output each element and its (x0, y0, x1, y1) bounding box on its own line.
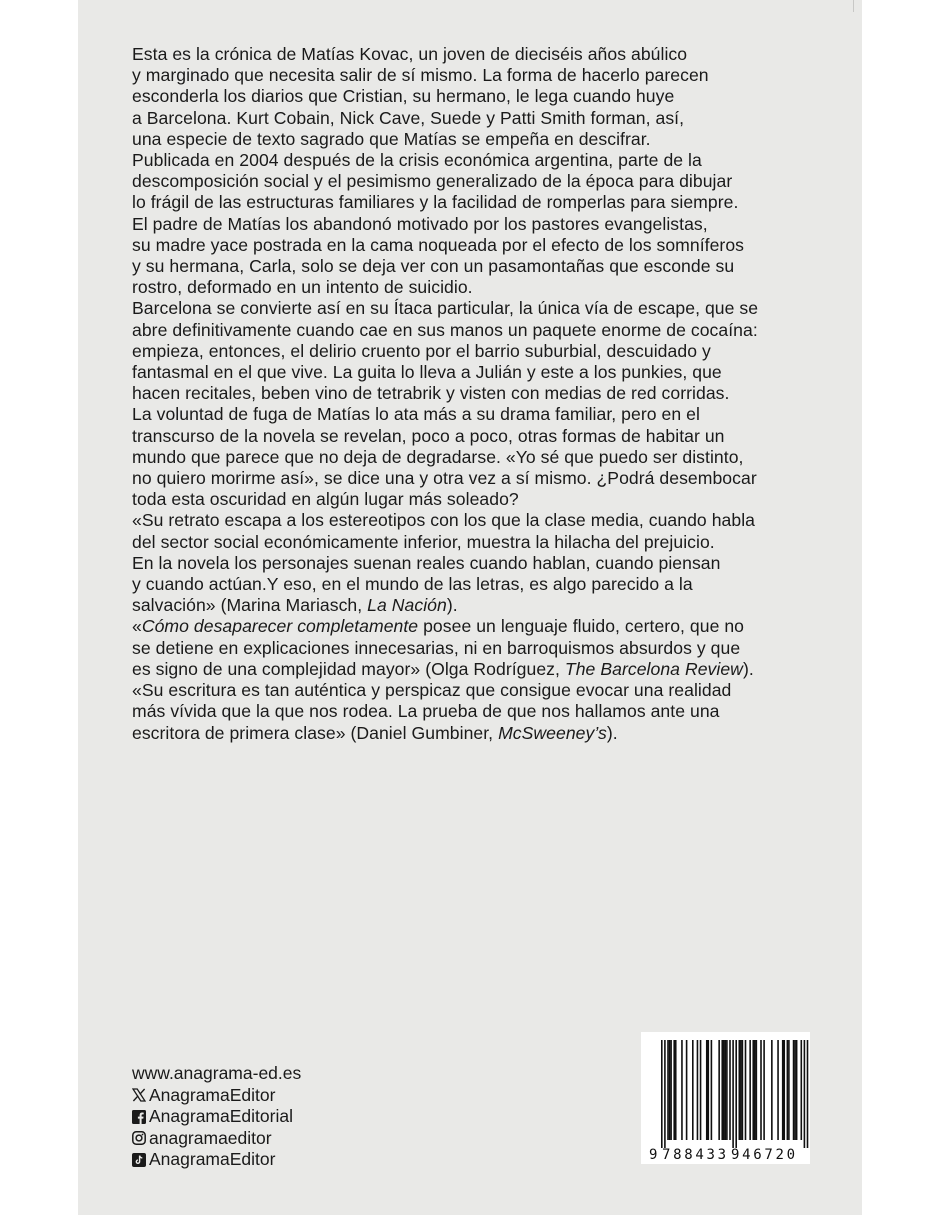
barcode-bar (756, 1040, 758, 1140)
blurb-line: El padre de Matías los abandonó motivado por los pastores evangelistas, (132, 213, 708, 234)
blurb-line: Publicada en 2004 después de la crisis económica argentina, parte de la (132, 150, 702, 171)
barcode-bar (796, 1040, 798, 1140)
blurb-line: una especie de texto sagrado que Matías se empeña en descifrar. (132, 128, 651, 149)
blurb-line: rostro, deformado en un intento de suicidio. (132, 277, 473, 298)
blurb-line: lo frágil de las estructuras familiares y la facilidad de romperlas para siempre. (132, 192, 739, 213)
barcode-bar (777, 1040, 779, 1140)
instagram-icon (132, 1131, 146, 1145)
blurb-line: La voluntad de fuga de Matías lo ata más a su drama familiar, pero en el (132, 404, 700, 425)
blurb-line: y su hermana, Carla, solo se deja ver con un pasamontañas que esconde su (132, 256, 735, 277)
barcode-guard-bar (807, 1040, 809, 1148)
quote-text: ). (742, 658, 754, 679)
barcode-bar (686, 1040, 688, 1140)
x-icon (132, 1088, 146, 1102)
barcode-bar (721, 1040, 723, 1140)
quote-text: ). (606, 722, 618, 743)
quote-text: es signo de una complejidad mayor» (Olga Rodríguez, (132, 658, 565, 679)
instagram-handle: anagramaeditor (149, 1127, 272, 1148)
barcode-bar (740, 1040, 742, 1140)
source-title: The Barcelona Review (564, 658, 743, 679)
facebook-account[interactable] (132, 1106, 301, 1128)
barcode-bar (771, 1040, 773, 1140)
barcode-bar (788, 1040, 790, 1140)
blurb-line: hacen recitales, beben vino de tetrabrik y visten con medias de red corridas. (132, 383, 730, 404)
barcode-bar (787, 1040, 789, 1140)
barcode-bar (692, 1040, 694, 1140)
barcode-bar (749, 1040, 751, 1140)
quote-text: posee un lenguaje fluido, certero, que no (418, 616, 745, 637)
blurb-line: su madre yace postrada en la cama noqueada por el efecto de los somníferos (132, 234, 745, 255)
barcode-bar (723, 1040, 725, 1140)
blurb-line (132, 659, 818, 680)
barcode-bar (782, 1040, 784, 1140)
barcode-left-digits: 788433 (662, 1147, 726, 1163)
barcode-bar (794, 1040, 796, 1140)
barcode-bar (725, 1040, 727, 1140)
barcode-bar (681, 1040, 683, 1140)
tiktok-handle: AnagramaEditor (149, 1149, 276, 1169)
blurb-line: del sector social económicamente inferior, muestra la hilacha del prejuicio. (132, 531, 715, 552)
blurb-line: y marginado que necesita salir de sí mismo. La forma de hacerlo parecen (132, 65, 709, 86)
blurb-line (132, 616, 818, 637)
barcode-bar (754, 1040, 756, 1140)
blurb-paragraph (132, 44, 818, 744)
website-text: www.anagrama-ed.es (132, 1063, 302, 1083)
blurb-line: y cuando actúan.Y eso, en el mundo de las letras, es algo parecido a la (132, 574, 693, 595)
barcode-first-digit: 9 (649, 1147, 658, 1163)
blurb-line: En la novela los personajes suenan reales cuando hablan, cuando piensan (132, 552, 721, 573)
blurb-line: más vívida que la que nos rodea. La prueba de que nos hallamos ante una (132, 701, 720, 722)
barcode-bar (670, 1040, 672, 1140)
barcode-bar (708, 1040, 710, 1140)
blurb-line: «Su escritura es tan auténtica y perspicaz que consigue evocar una realidad (132, 680, 732, 701)
barcode-bar (726, 1040, 728, 1140)
blurb-line: no quiero morirme así», se dice una y otra vez a sí mismo. ¿Podrá desembocar (132, 468, 757, 489)
facebook-icon (132, 1110, 146, 1124)
blurb-line (132, 723, 818, 744)
barcode-bar (763, 1040, 765, 1140)
barcode-right-digits: 946720 (731, 1147, 795, 1163)
blurb-line: abre definitivamente cuando cae en sus manos un paquete enorme de cocaína: (132, 319, 758, 340)
barcode-bar (697, 1040, 699, 1140)
blurb-line: a Barcelona. Kurt Cobain, Nick Cave, Suede y Patti Smith forman, así, (132, 107, 685, 128)
source-title: La Nación (367, 595, 447, 616)
barcode-bar (739, 1040, 741, 1140)
barcode-bar (801, 1040, 803, 1140)
barcode-bars (661, 1040, 808, 1148)
blurb-line: mundo que parece que no deja de degradarse. «Yo sé que puedo ser distinto, (132, 446, 744, 467)
blurb-line: Barcelona se convierte así en su Ítaca particular, la única vía de escape, que se (132, 298, 759, 319)
blurb-line: esconderla los diarios que Cristian, su hermano, le lega cuando huye (132, 86, 675, 107)
instagram-account[interactable] (132, 1128, 301, 1150)
tiktok-icon (132, 1153, 146, 1167)
blurb-line: empieza, entonces, el delirio cruento por el barrio suburbial, descuidado y (132, 340, 711, 361)
publisher-contacts (132, 1063, 301, 1171)
x-handle: AnagramaEditor (149, 1084, 276, 1105)
barcode-guard-bar (732, 1040, 734, 1148)
blurb-line: «Su retrato escapa a los estereotipos con los que la clase media, cuando habla (132, 510, 756, 531)
blurb-line: Esta es la crónica de Matías Kovac, un joven de dieciséis años abúlico (132, 44, 688, 64)
barcode-bar (718, 1040, 720, 1140)
barcode-guard-bar (735, 1040, 737, 1148)
barcode-guard-bar (661, 1040, 663, 1148)
barcode-bar (793, 1040, 795, 1140)
blurb-line (132, 595, 818, 616)
quote-text: ). (446, 595, 458, 616)
blurb-line: descomposición social y el pesimismo generalizado de la época para dibujar (132, 171, 733, 192)
back-cover-blurb (132, 44, 818, 744)
x-account[interactable] (132, 1085, 301, 1107)
blurb-line: fantasmal en el que vive. La guita lo lleva a Julián y este a los punkies, que (132, 362, 722, 383)
barcode-bar (752, 1040, 754, 1140)
blurb-line: toda esta oscuridad en algún lugar más soleado? (132, 489, 519, 510)
barcode-bar (673, 1040, 675, 1140)
barcode-bar (729, 1040, 731, 1140)
isbn-barcode (641, 1032, 810, 1164)
blurb-line: transcurso de la novela se revelan, poco a poco, otras formas de habitar un (132, 425, 725, 446)
barcode-bar (700, 1040, 702, 1140)
quote-text: salvación» (Marina Mariasch, (132, 595, 368, 616)
barcode-bar (675, 1040, 677, 1140)
barcode-bar (706, 1040, 708, 1140)
barcode-bar (742, 1040, 744, 1140)
tiktok-account[interactable] (132, 1149, 301, 1171)
blurb-line: se detiene en explicaciones innecesarias, ni en barroquismos absurdos y que (132, 637, 741, 658)
book-title: Cómo desaparecer completamente (141, 616, 419, 637)
facebook-handle: AnagramaEditorial (149, 1106, 293, 1126)
barcode-bar (783, 1040, 785, 1140)
barcode-guard-bar (804, 1040, 806, 1148)
crop-mark (853, 0, 854, 12)
barcode-guard-bar (664, 1040, 666, 1148)
barcode-bar (760, 1040, 762, 1140)
barcode-bar (667, 1040, 669, 1140)
source-title: McSweeney’s (498, 722, 607, 743)
barcode-bar (745, 1040, 747, 1140)
barcode-graphic (641, 1032, 810, 1164)
website-link[interactable] (132, 1063, 301, 1085)
quote-text: « (132, 616, 142, 637)
barcode-bar (711, 1040, 713, 1140)
quote-text: escritora de primera clase» (Daniel Gumbiner, (132, 722, 499, 743)
barcode-bar (669, 1040, 671, 1140)
